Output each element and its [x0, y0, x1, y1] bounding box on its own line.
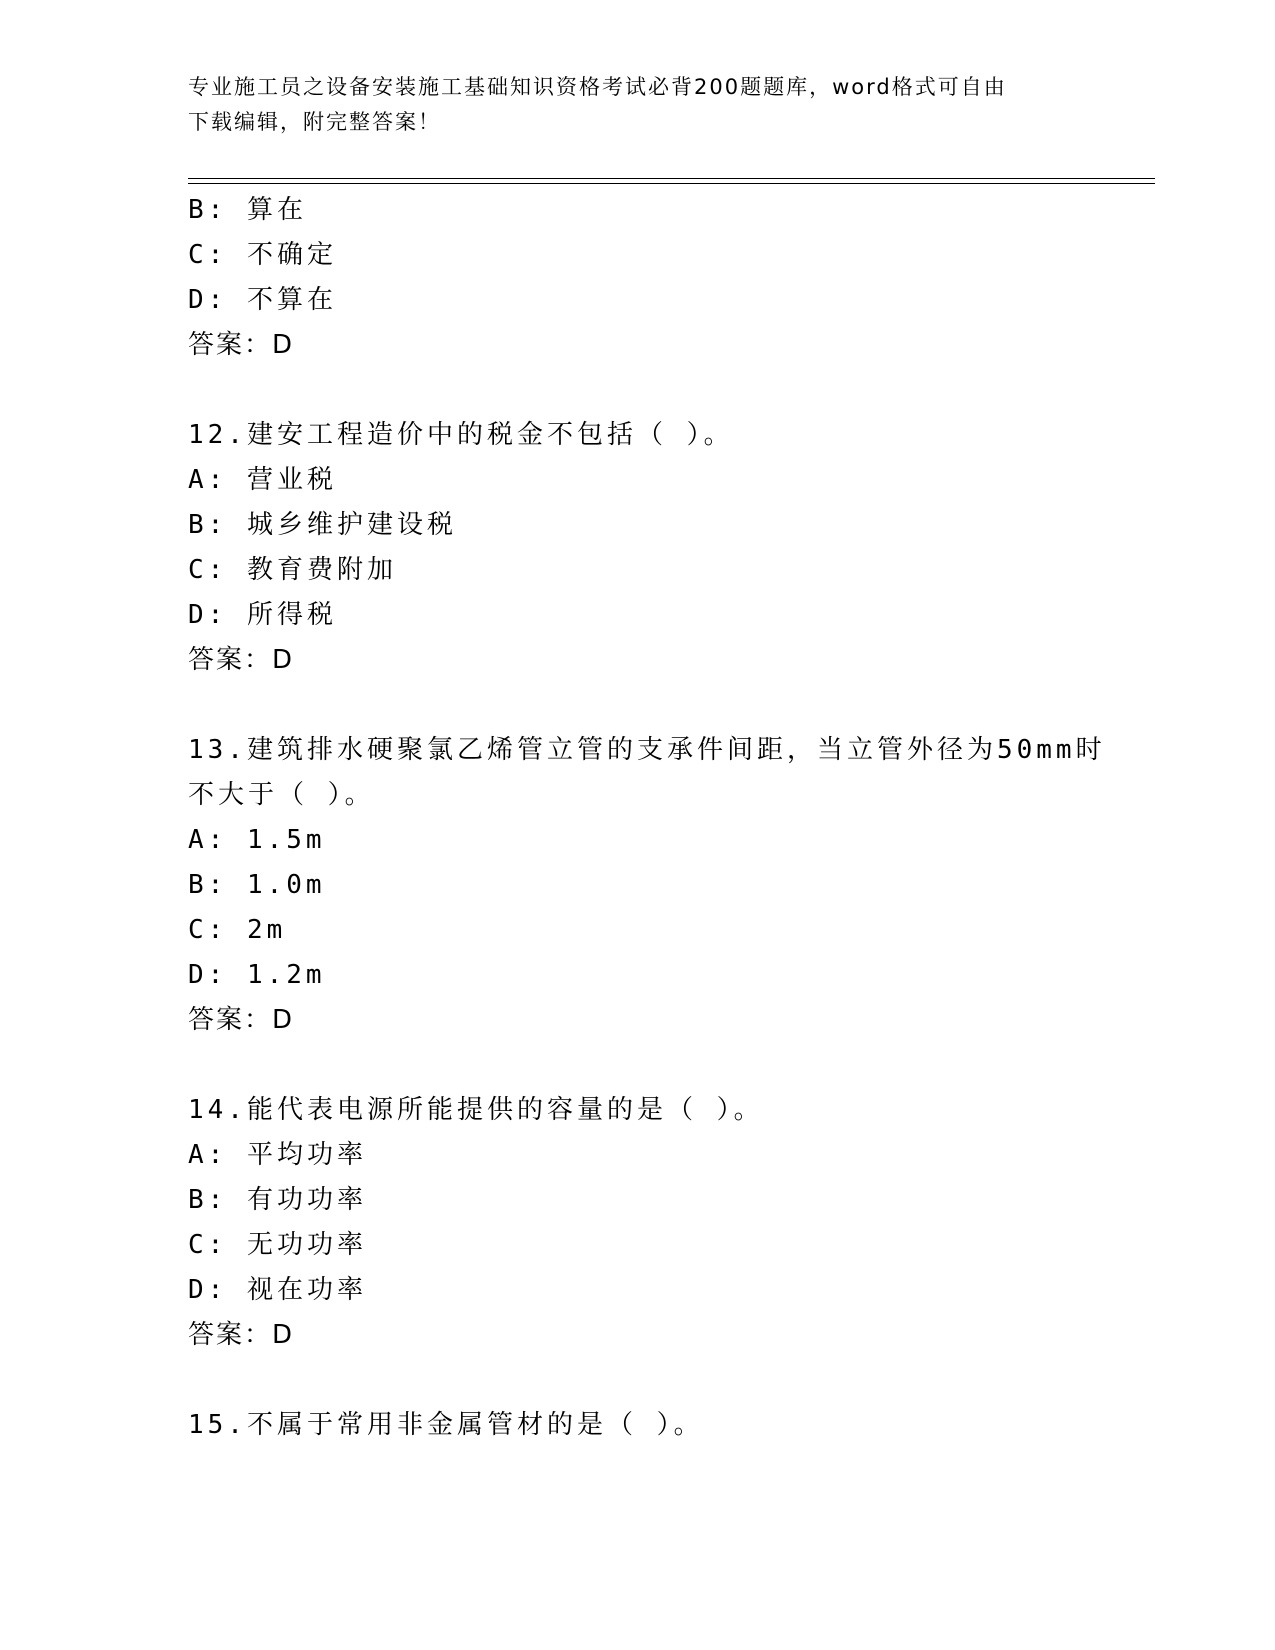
q12-question: 12.建安工程造价中的税金不包括（ ）。: [188, 420, 734, 450]
q14-question: 14.能代表电源所能提供的容量的是（ ）。: [188, 1095, 764, 1125]
header-line-1: 专业施工员之设备安装施工基础知识资格考试必背200题题库，word格式可自由: [188, 75, 1007, 99]
q12-option-c: C: 教育费附加: [188, 555, 397, 585]
q13-option-d: D: 1.2m: [188, 960, 326, 990]
q14-option-b: B: 有功功率: [188, 1185, 367, 1215]
q12-option-d: D: 所得税: [188, 600, 337, 630]
q13-question-line-1: 13.建筑排水硬聚氯乙烯管立管的支承件间距，当立管外径为50mm时: [188, 735, 1106, 765]
q13-answer: 答案：D: [188, 1005, 295, 1035]
q11-option-c: C: 不确定: [188, 240, 337, 270]
q15-question: 15.不属于常用非金属管材的是（ ）。: [188, 1410, 704, 1440]
q14-option-a: A: 平均功率: [188, 1140, 367, 1170]
document-header: [188, 70, 1068, 140]
q14-option-c: C: 无功功率: [188, 1230, 367, 1260]
q13-option-c: C: 2m: [188, 915, 287, 945]
header-rule-top: [188, 178, 1155, 179]
q13-question-line-2: 不大于（ ）。: [188, 780, 375, 810]
q11-option-b: B: 算在: [188, 195, 307, 225]
q14-option-d: D: 视在功率: [188, 1275, 367, 1305]
q12-option-a: A: 营业税: [188, 465, 337, 495]
q14-answer: 答案：D: [188, 1320, 295, 1350]
q12-answer: 答案：D: [188, 645, 295, 675]
header-rule-bottom: [188, 183, 1155, 184]
q11-answer: 答案：D: [188, 330, 295, 360]
q12-option-b: B: 城乡维护建设税: [188, 510, 457, 540]
header-line-2: 下载编辑，附完整答案！: [188, 110, 441, 134]
q11-option-d: D: 不算在: [188, 285, 337, 315]
q13-option-a: A: 1.5m: [188, 825, 326, 855]
q13-option-b: B: 1.0m: [188, 870, 326, 900]
